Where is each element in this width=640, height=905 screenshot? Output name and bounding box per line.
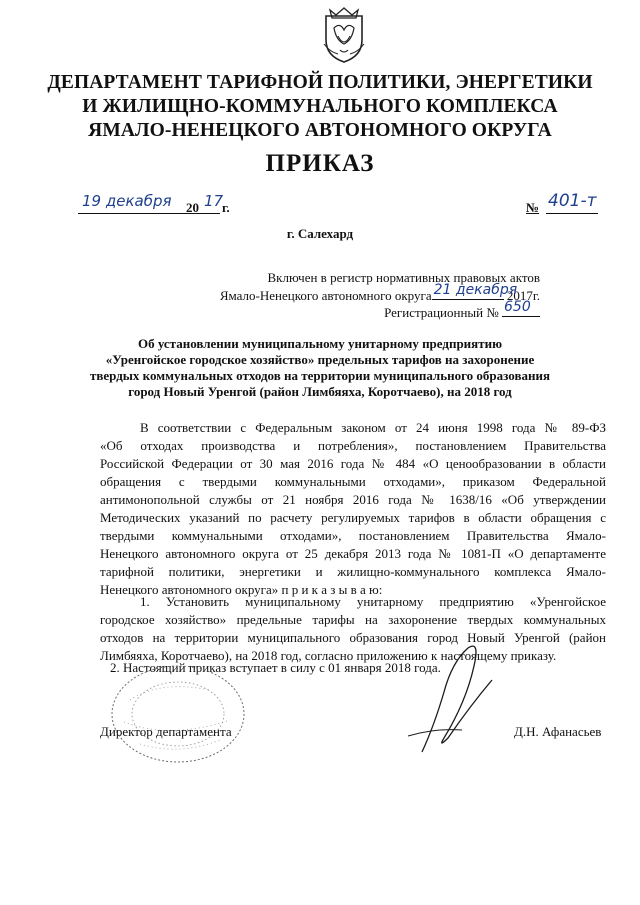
subject-line-4: город Новый Уренгой (район Лимбяяха, Коротчаево), на 2018 год bbox=[128, 384, 512, 399]
registration-year: 2017г. bbox=[506, 288, 540, 303]
date-year-handwritten: 17 bbox=[204, 192, 224, 210]
item-1-line: отходов на территории муниципального образования город Новый Уренгой (район bbox=[100, 630, 606, 645]
body-line: обращения с твердыми коммунальными отходами», приказом Федеральной bbox=[100, 474, 606, 489]
registration-date-handwritten: 21 декабря bbox=[433, 282, 518, 298]
department-name-line-2: И ЖИЛИЩНО-КОММУНАЛЬНОГО КОМПЛЕКСА bbox=[82, 96, 558, 117]
subject-line-1: Об установлении муниципальному унитарному предприятию bbox=[137, 336, 503, 351]
subject-line-3: твердых коммунальных отходов на территории муниципального образования bbox=[89, 368, 551, 383]
number-handwritten: 401-т bbox=[548, 191, 597, 211]
body-line: «Об отходах производства и потребления», постановлением Правительства bbox=[100, 438, 606, 453]
signer-title: Директор департамента bbox=[100, 724, 232, 739]
body-line-decree: Ненецкого автономного округа» п р и к а з ы в а ю: bbox=[100, 582, 383, 597]
order-number bbox=[526, 191, 606, 216]
registration-line-2 bbox=[219, 282, 540, 304]
body-line: Методических указаний по расчету регулируемых тарифов в области обращения с bbox=[100, 510, 606, 525]
body-line: Ненецкого автономного округа от 25 декабря 2013 года № 1081-П «О департаменте bbox=[100, 546, 606, 561]
registration-number-label: Регистрационный № bbox=[384, 305, 499, 320]
body-line: Российской Федерации от 30 мая 2016 года № 484 «О ценообразовании в области bbox=[100, 456, 606, 471]
date-handwritten: 19 декабря bbox=[82, 192, 172, 210]
signature-scribble bbox=[388, 640, 508, 760]
date-year-suffix: г. bbox=[222, 200, 230, 215]
registration-region-text: Ямало-Ненецкого автономного округа bbox=[219, 288, 432, 303]
date-year-prefix: 20 bbox=[186, 200, 199, 215]
registration-date-blank bbox=[432, 282, 518, 300]
item-1-line: 1. Установить муниципальному унитарному предприятию «Уренгойское bbox=[140, 594, 606, 609]
item-2: 2. Настоящий приказ вступает в силу с 01 января 2018 года. bbox=[110, 660, 441, 675]
subject-line-2: «Уренгойское городское хозяйство» предельных тарифов на захоронение bbox=[105, 352, 535, 367]
signer-name: Д.Н. Афанасьев bbox=[514, 724, 602, 739]
document-title: ПРИКАЗ bbox=[265, 150, 375, 177]
registration-line-1: Включен в регистр нормативных правовых актов bbox=[267, 270, 540, 285]
order-date bbox=[78, 192, 238, 216]
official-seal bbox=[100, 660, 270, 770]
department-name-line-3: ЯМАЛО-НЕНЕЦКОГО АВТОНОМНОГО ОКРУГА bbox=[88, 120, 552, 141]
department-name-line-1: ДЕПАРТАМЕНТ ТАРИФНОЙ ПОЛИТИКИ, ЭНЕРГЕТИКИ bbox=[47, 72, 593, 93]
city-name: г. Салехард bbox=[286, 226, 354, 241]
registration-number-handwritten: 650 bbox=[504, 299, 531, 315]
item-1-line: Лимбяяха, Коротчаево), на 2018 год, согласно приложению к настоящему приказу. bbox=[100, 648, 557, 663]
number-label: № bbox=[526, 200, 540, 215]
body-line: антимонопольной службы от 21 ноября 2016 года № 1638/16 «Об утверждении bbox=[100, 492, 606, 507]
body-line: В соответствии с Федеральным законом от 24 июня 1998 года № 89-ФЗ bbox=[140, 420, 606, 435]
registration-number-blank bbox=[502, 299, 540, 317]
item-1-line: городское хозяйство» предельные тарифы на захоронение твердых коммунальных bbox=[100, 612, 606, 627]
body-line: твердыми коммунальными отходами», постановлением Правительства Ямало- bbox=[100, 528, 606, 543]
registration-line-3 bbox=[384, 299, 540, 321]
body-line: тарифной политики, энергетики и жилищно-коммунального комплекса Ямало- bbox=[100, 564, 606, 579]
number-underline bbox=[546, 213, 598, 214]
coat-of-arms-emblem bbox=[320, 6, 368, 64]
